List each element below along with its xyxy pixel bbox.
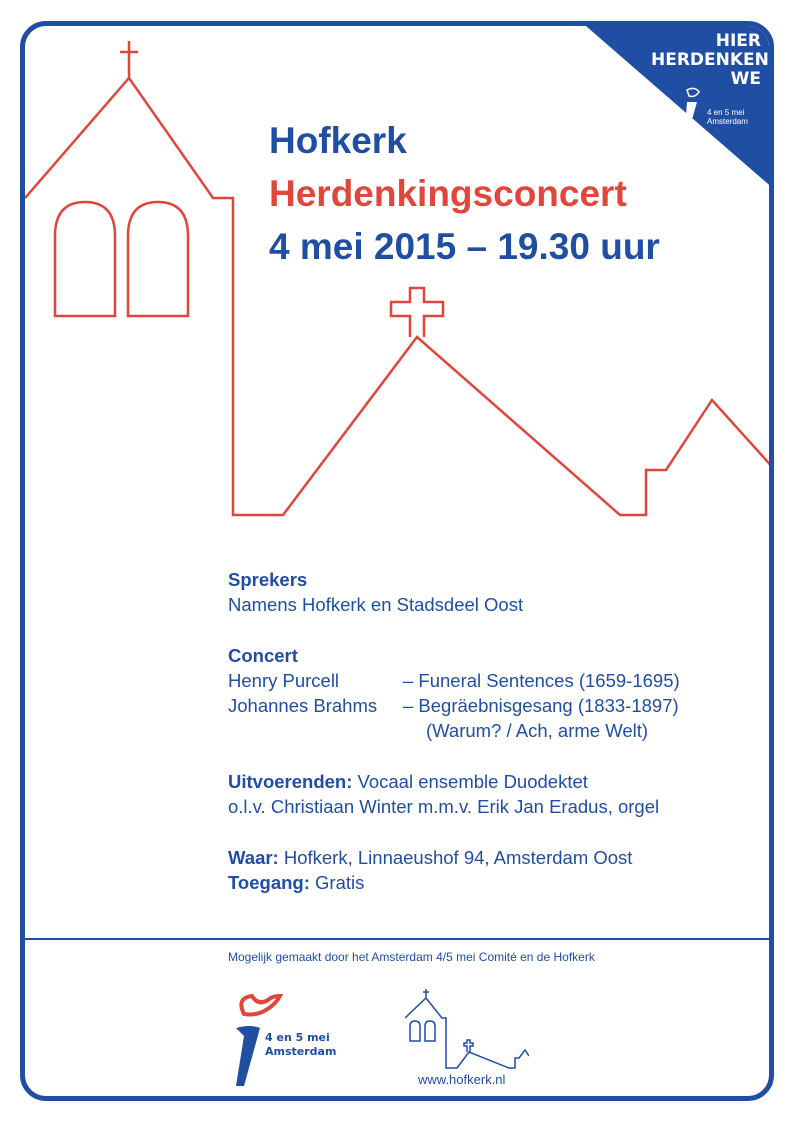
footer-note: Mogelijk gemaakt door het Amsterdam 4/5 mei Comité en de Hofkerk (228, 950, 595, 964)
concert-composer: Henry Purcell (228, 670, 340, 691)
badge-line-3: WE (730, 69, 761, 89)
concert-item (228, 668, 680, 693)
uitvoerenden-row (228, 769, 659, 794)
website-link[interactable]: www.hofkerk.nl (418, 1072, 506, 1087)
footer-logo-text (265, 1031, 336, 1059)
concert-subtitle-row (228, 718, 659, 743)
concert-work: – Begräebnisgesang (1833-1897) (403, 695, 679, 716)
title-church: Hofkerk (269, 120, 407, 161)
concert-composer: Johannes Brahms (228, 695, 378, 716)
uitvoerenden-line2: o.l.v. Christiaan Winter m.m.v. Erik Jan Eradus, orgel (228, 796, 660, 817)
title-event: Herdenkingsconcert (269, 173, 627, 214)
toegang-text: Gratis (315, 872, 365, 893)
badge-line-1: HIER (715, 31, 761, 51)
church-outline-icon (405, 986, 529, 1072)
badge-line-2: HERDENKEN (651, 50, 769, 70)
toegang-label: Toegang: (228, 872, 310, 893)
concert-heading: Concert (228, 645, 298, 666)
title-date-time: 4 mei 2015 – 19.30 uur (269, 226, 660, 267)
concert-item (228, 693, 679, 718)
footer-logo-line-1: 4 en 5 mei (265, 1031, 330, 1044)
sprekers-heading: Sprekers (228, 569, 308, 590)
badge-mini-text (707, 108, 759, 126)
waar-text: Hofkerk, Linnaeushof 94, Amsterdam Oost (283, 847, 633, 868)
torch-dove-icon (681, 86, 705, 132)
title-block (269, 114, 660, 273)
footer-divider (25, 938, 769, 940)
badge-mini-line-1: 4 en 5 mei (707, 108, 745, 117)
uitvoerenden-label: Uitvoerenden: (228, 771, 353, 792)
info-block (228, 567, 680, 895)
waar-row (228, 845, 659, 870)
footer-logo-line-2: Amsterdam (265, 1045, 337, 1058)
corner-badge-title (651, 31, 769, 89)
poster-frame (20, 21, 774, 1101)
sprekers-text: Namens Hofkerk en Stadsdeel Oost (228, 594, 524, 615)
waar-label: Waar: (228, 847, 279, 868)
uitvoerenden-text: Vocaal ensemble Duodektet (357, 771, 588, 792)
concert-subtitle: (Warum? / Ach, arme Welt) (426, 720, 649, 741)
toegang-row (228, 870, 659, 895)
concert-work: – Funeral Sentences (1659-1695) (403, 670, 680, 691)
badge-mini-line-2: Amsterdam (707, 117, 748, 126)
